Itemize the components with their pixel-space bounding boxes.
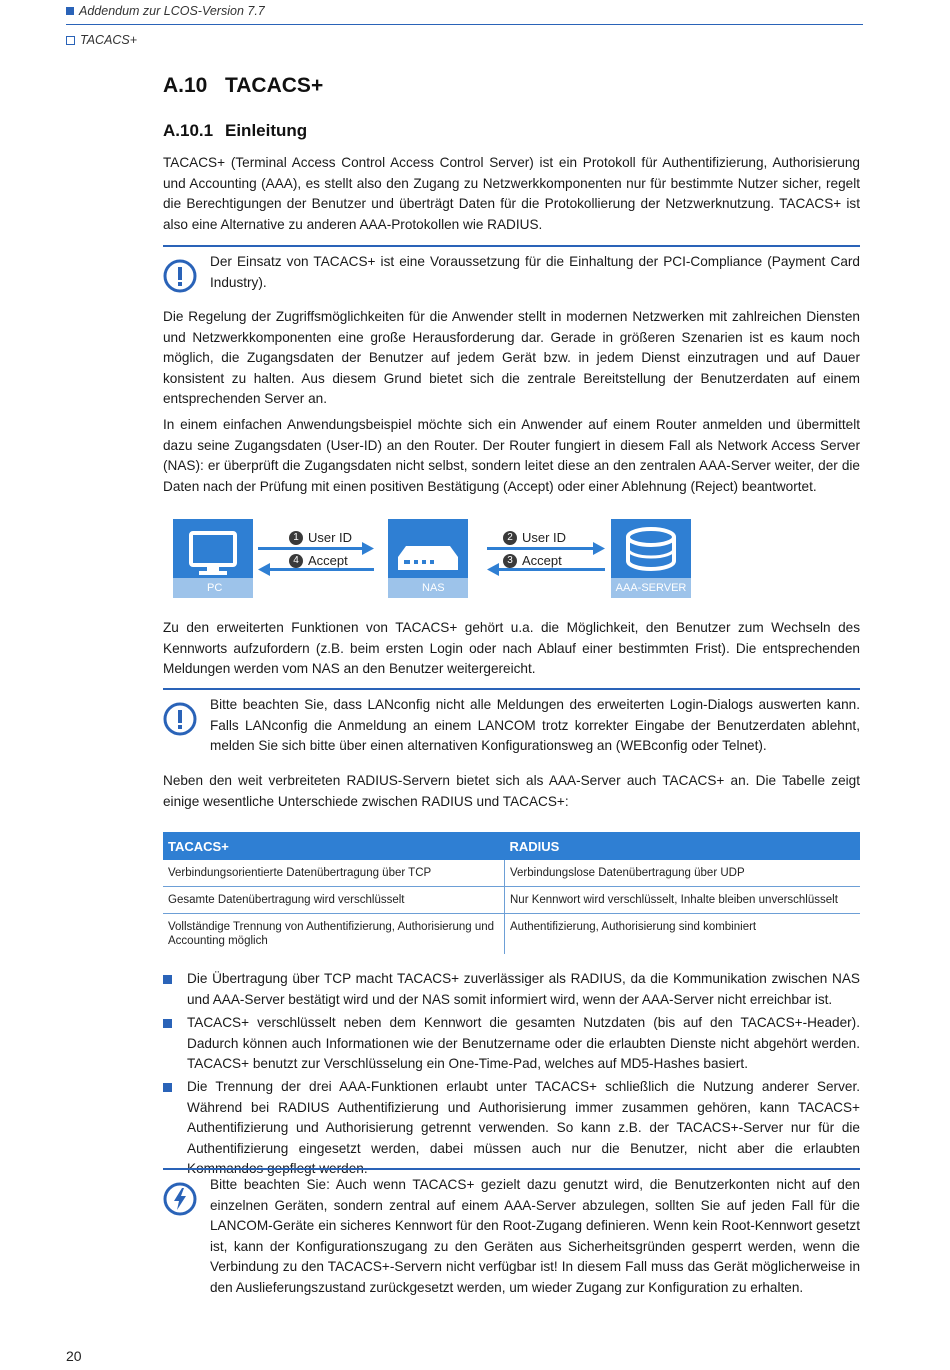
diagram-arrows (0, 0, 950, 620)
bullet-square-icon (163, 975, 172, 984)
table-row (163, 914, 860, 955)
section-number: A.10.1 (163, 121, 214, 140)
table-header-tacacs: TACACS+ (163, 832, 505, 860)
note-lanconfig (163, 688, 860, 760)
step-text: User ID (308, 530, 353, 545)
step-text: Accept (522, 553, 562, 568)
section-marker-label: TACACS+ (80, 33, 138, 47)
step-number: 4 (289, 554, 303, 568)
running-title: Addendum zur LCOS-Version 7.7 (79, 4, 265, 18)
step-3 (503, 553, 562, 568)
list-item (163, 1077, 860, 1180)
pc-label: PC (173, 578, 253, 598)
table-row (163, 887, 860, 914)
table-cell: Verbindungslose Datenübertragung über UDP (505, 860, 861, 887)
list-item-text: TACACS+ verschlüsselt neben dem Kennwort die gesamten Nutzdaten (bis auf den TACACS+-Header). Dadurch können auch Informationen wie der Benutzername oder die erlaubten Dienste nicht abgehört werden. TACACS+ benutzt zur Verschlüsselung ein One-Time-Pad, welches auf MD5-Hashes basiert. (187, 1015, 860, 1071)
bullet-square-icon (163, 1019, 172, 1028)
neben-paragraph: Neben den weit verbreiteten RADIUS-Servern bietet sich als AAA-Server auch TACACS+ an. Die Tabelle zeigt einige wesentliche Unterschiede zwischen RADIUS und TACACS+: (163, 773, 860, 809)
step-text: Accept (308, 553, 348, 568)
step-number: 1 (289, 531, 303, 545)
page-number: 20 (66, 1348, 82, 1364)
list-item-text: Die Trennung der drei AAA-Funktionen erlaubt unter TACACS+ schließlich die Nutzung anderer Server. Während bei RADIUS Authentifizierung und Authorisierung immer zusammen gehören, kann TACACS+ Authentifizierung und Authorisierung getrennt verwenden. So kann z.B. der TACACS+-Server nur für die Authentifizierung eingesetzt werden, dabei müssen auch nur die Benutzer, nicht aber die erlaubten Kommandos gepflegt werden. (187, 1079, 860, 1176)
chapter-number: A.10 (163, 74, 208, 97)
server-label: AAA-SERVER (611, 578, 691, 598)
table-cell: Verbindungsorientierte Datenübertragung über TCP (163, 860, 505, 887)
table-cell: Nur Kennwort wird verschlüsselt, Inhalte bleiben unverschlüsselt (505, 887, 861, 914)
step-text: User ID (522, 530, 567, 545)
erweitert-paragraph: Zu den erweiterten Funktionen von TACACS+ gehört u.a. die Möglichkeit, den Benutzer zum Wechseln des Kennworts aufzufordern (z.B. beim ersten Login oder nach Ablauf einer bestimmten Frist). Die entsprechenden Meldungen werden vom NAS an den Benutzer weitergereicht. (163, 620, 860, 676)
bullet-square-icon (163, 1083, 172, 1092)
arrow-head-left-2 (487, 563, 499, 576)
table-row (163, 860, 860, 887)
section-title: Einleitung (225, 121, 308, 140)
note-pci-text: Der Einsatz von TACACS+ ist eine Voraussetzung für die Einhaltung der PCI-Compliance (Payment Card Industry). (210, 254, 860, 290)
note-lanconfig-text: Bitte beachten Sie, dass LANconfig nicht alle Meldungen des erweiterten Login-Dialogs auswerten kann. Falls LANconfig die Anmeldung an einem LANCOM trotz korrekter Eingabe der Benutzerdaten ablehnt, melden Sie sich bitte über einen alternativen Konfigurationsweg an (WEBconfig oder Telnet). (210, 697, 860, 753)
note-warning-text: Bitte beachten Sie: Auch wenn TACACS+ gezielt dazu genutzt wird, die Benutzerkonten nicht auf den einzelnen Geräten, sondern zentral auf einem AAA-Server abzulegen, sollten Sie auf jeden Fall für die LANCOM-Geräte ein sicheres Kennwort für den Root-Zugang definieren. Wenn kein Root-Kennwort gesetzt ist, kann der Konfigurationszugang zu den Geräten aus Sicherheitsgründen gesperrt werden, wenn die Verbindung zu den TACACS+-Servern nicht verfügbar ist! In diesem Fall muss das Gerät möglicherweise in den Auslieferungszustand zurückgesetzt werden, um wieder Zugang zur Konfiguration zu erhalten. (210, 1177, 860, 1295)
step-1 (289, 530, 352, 545)
step-number: 2 (503, 531, 517, 545)
arrow-left-1 (270, 568, 374, 571)
table-header-row (163, 832, 860, 860)
list-item-text: Die Übertragung über TCP macht TACACS+ zuverlässiger als RADIUS, da die Kommunikation zwischen NAS und AAA-Server bestätigt wird und der NAS somit informiert wird, wenn der AAA-Server nicht erreichbar ist. (187, 971, 860, 1007)
table-header-radius: RADIUS (505, 832, 861, 860)
comparison-table (163, 832, 860, 954)
list-item (163, 1013, 860, 1075)
arrow-head-left-1 (258, 563, 270, 576)
exclamation-circle-icon (163, 702, 197, 736)
arrow-left-2 (499, 568, 605, 571)
table-cell: Authentifizierung, Authorisierung sind kombiniert (510, 921, 757, 933)
table-cell: Gesamte Datenübertragung wird verschlüsselt (163, 887, 505, 914)
arrow-right-1 (258, 547, 362, 550)
arrow-head-right-2 (593, 542, 605, 555)
nas-label: NAS (388, 578, 468, 598)
list-item (163, 969, 860, 1010)
chapter-title: TACACS+ (225, 74, 324, 97)
beispiel-paragraph: In einem einfachen Anwendungsbeispiel möchte sich ein Anwender auf einem Router anmelden und übermittelt dazu seine Zugangsdaten (User-ID) an den Router. Der Router fungiert in diesem Fall als Network Access Server (NAS): er überprüft die Zugangsdaten nicht selbst, sondern leitet diese an den zentralen AAA-Server weiter, der die Daten nach der Prüfung mit einen positiven Bestätigung (Accept) oder einer Ablehnung (Reject) beantwortet. (163, 417, 860, 494)
regelung-paragraph: Die Regelung der Zugriffsmöglichkeiten für die Anwender stellt in modernen Netzwerken mit zahlreichen Diensten und Netzwerkkomponenten eine große Herausforderung dar. Gerade in größeren Szenarien ist es kaum noch möglich, die Zugangsdaten der Benutzer auf jedem Gerät bzw. in jedem Dienst einzutragen und auf Dauer konsistent zu halten. Aus diesem Grund bietet sich die zentrale Bereitstellung der Benutzerdaten auf einem entsprechenden Server an. (163, 309, 860, 406)
note-warning (163, 1168, 860, 1302)
intro-paragraph: TACACS+ (Terminal Access Control Access Control Server) ist ein Protokoll für Authentifizierung, Authorisierung und Accounting (AAA), es stellt also den Zugang zu Netzwerkkomponenten nur für bestimmte Nutzer sicher, regelt die Berechtigungen der Benutzer und überträgt Daten für die Protokollierung der Netzwerknutzung. TACACS+ ist also eine Alternative zu anderen AAA-Protokollen wie RADIUS. (163, 155, 860, 232)
step-4 (289, 553, 348, 568)
step-number: 3 (503, 554, 517, 568)
arrow-head-right-1 (362, 542, 374, 555)
arrow-right-2 (487, 547, 593, 550)
step-2 (503, 530, 566, 545)
table-cell: Vollständige Trennung von Authentifizierung, Authorisierung und Accounting möglich (163, 914, 505, 955)
lightning-circle-icon (163, 1182, 197, 1216)
